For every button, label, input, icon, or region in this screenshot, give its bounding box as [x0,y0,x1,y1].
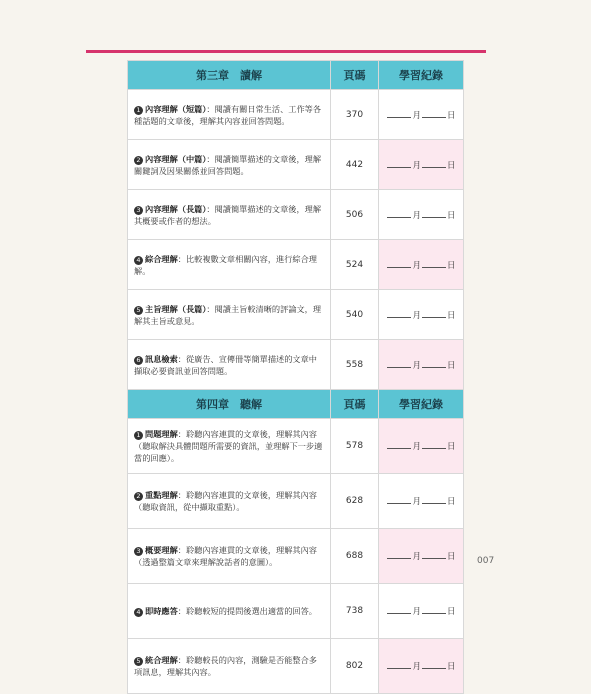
section-row [128,290,464,340]
section-title: 綜合理解 [145,253,178,264]
study-record-field[interactable] [379,340,464,390]
section-description [128,529,331,584]
section-description [128,584,331,639]
section-row [128,529,464,584]
chapter-header-row [128,390,464,419]
study-record-field[interactable] [379,419,464,474]
study-plan-table-container [127,60,463,694]
section-description [128,190,331,240]
record-column-header: 學習紀錄 [379,390,464,419]
month-blank[interactable] [387,159,411,168]
day-blank[interactable] [422,159,446,168]
page-column-header: 頁碼 [331,390,379,419]
month-blank[interactable] [387,259,411,268]
section-text: ：閱讀簡單描述的文章後，理解其概要或作者的想法。 [134,203,322,226]
section-number-badge: 1 [134,106,143,115]
study-record-field[interactable] [379,240,464,290]
day-blank[interactable] [422,109,446,118]
day-blank[interactable] [422,209,446,218]
section-description [128,240,331,290]
study-record-field[interactable] [379,190,464,240]
month-label: 月 [412,662,421,672]
section-title: 訊息檢索 [145,353,178,364]
section-text: ：聆聽較長的內容，測驗是否能整合多項訊息，理解其內容。 [134,655,317,677]
section-title: 重點理解 [145,490,178,500]
section-text: ：閱讀主旨較清晰的評論文，理解其主旨或意見。 [134,303,322,326]
day-blank[interactable] [422,309,446,318]
day-blank[interactable] [422,359,446,368]
section-text: ：從廣告、宣傳冊等簡單描述的文章中擷取必要資訊並回答問題。 [134,353,317,376]
day-label: 日 [447,607,456,617]
section-description [128,140,331,190]
day-label: 日 [447,160,456,171]
section-page: 370 [331,90,379,140]
study-record-field[interactable] [379,584,464,639]
month-blank[interactable] [387,440,411,449]
chapter-title: 第三章 讀解 [128,61,331,90]
section-title: 統合理解 [145,655,178,665]
day-label: 日 [447,360,456,371]
study-plan-table [127,60,464,694]
section-title: 內容理解（短篇） [145,103,207,114]
day-label: 日 [447,110,456,121]
section-number-badge: 5 [134,657,143,666]
section-description [128,639,331,694]
section-text: ：比較複數文章相關內容，進行綜合理解。 [134,253,317,276]
day-label: 日 [447,260,456,271]
day-label: 日 [447,442,456,452]
section-number-badge: 5 [134,306,143,315]
section-text: ：聆聽內容連貫的文章後，理解其內容（聽取資訊，從中擷取重點）。 [134,490,317,512]
section-text: ：聆聽內容連貫的文章後，理解其內容（透過整篇文章來理解說話者的意圖）。 [134,545,317,567]
section-title: 內容理解（中篇） [145,153,207,164]
study-record-field[interactable] [379,474,464,529]
section-description [128,474,331,529]
section-row [128,639,464,694]
section-number-badge: 4 [134,608,143,617]
section-number-badge: 3 [134,547,143,556]
month-label: 月 [412,497,421,507]
section-text: ：閱讀有關日常生活、工作等各種話題的文章後，理解其內容並回答問題。 [134,103,322,126]
section-text: ：聆聽內容連貫的文章後，理解其內容（聽取解決具體問題所需要的資訊，並理解下一步適當的回應）。 [134,429,323,463]
section-page: 558 [331,340,379,390]
day-label: 日 [447,497,456,507]
section-title: 主旨理解（長篇） [145,303,207,314]
month-blank[interactable] [387,550,411,559]
section-number-badge: 4 [134,256,143,265]
section-row [128,140,464,190]
section-title: 內容理解（長篇） [145,203,207,214]
section-number-badge: 2 [134,492,143,501]
section-number-badge: 1 [134,431,143,440]
section-page: 442 [331,140,379,190]
month-label: 月 [412,160,421,171]
record-column-header: 學習紀錄 [379,61,464,90]
study-record-field[interactable] [379,529,464,584]
day-blank[interactable] [422,495,446,504]
section-description [128,340,331,390]
study-record-field[interactable] [379,90,464,140]
section-page: 628 [331,474,379,529]
section-number-badge: 2 [134,156,143,165]
page-number: 007 [477,556,495,566]
section-page: 506 [331,190,379,240]
page-column-header: 頁碼 [331,61,379,90]
day-blank[interactable] [422,550,446,559]
month-label: 月 [412,310,421,321]
study-record-field[interactable] [379,639,464,694]
day-blank[interactable] [422,259,446,268]
day-blank[interactable] [422,660,446,669]
chapter-title: 第四章 聽解 [128,390,331,419]
section-row [128,474,464,529]
month-blank[interactable] [387,309,411,318]
day-label: 日 [447,662,456,672]
month-label: 月 [412,442,421,452]
section-page: 738 [331,584,379,639]
section-number-badge: 6 [134,356,143,365]
month-blank[interactable] [387,495,411,504]
study-record-field[interactable] [379,290,464,340]
month-blank[interactable] [387,660,411,669]
day-label: 日 [447,210,456,221]
section-page: 524 [331,240,379,290]
section-page: 802 [331,639,379,694]
study-record-field[interactable] [379,140,464,190]
section-description [128,290,331,340]
day-label: 日 [447,310,456,321]
month-blank[interactable] [387,209,411,218]
section-row [128,190,464,240]
month-label: 月 [412,552,421,562]
month-label: 月 [412,260,421,271]
section-row [128,584,464,639]
chapter-header-row [128,61,464,90]
month-label: 月 [412,210,421,221]
section-row [128,240,464,290]
section-page: 688 [331,529,379,584]
month-label: 月 [412,360,421,371]
section-row [128,419,464,474]
section-text: ：聆聽較短的提問後選出適當的回答。 [177,606,317,616]
section-description [128,419,331,474]
section-title: 問題理解 [145,429,178,439]
section-description [128,90,331,140]
section-row [128,90,464,140]
month-blank[interactable] [387,109,411,118]
section-text: ：閱讀簡單描述的文章後，理解關鍵詞及因果關係並回答問題。 [134,153,322,176]
section-page: 578 [331,419,379,474]
section-title: 概要理解 [145,545,178,555]
month-blank[interactable] [387,359,411,368]
month-blank[interactable] [387,605,411,614]
table-body [128,61,464,694]
section-page: 540 [331,290,379,340]
top-accent-line [86,50,486,53]
day-blank[interactable] [422,605,446,614]
month-label: 月 [412,607,421,617]
section-title: 即時應答 [145,606,178,616]
month-label: 月 [412,110,421,121]
section-number-badge: 3 [134,206,143,215]
day-blank[interactable] [422,440,446,449]
day-label: 日 [447,552,456,562]
section-row [128,340,464,390]
